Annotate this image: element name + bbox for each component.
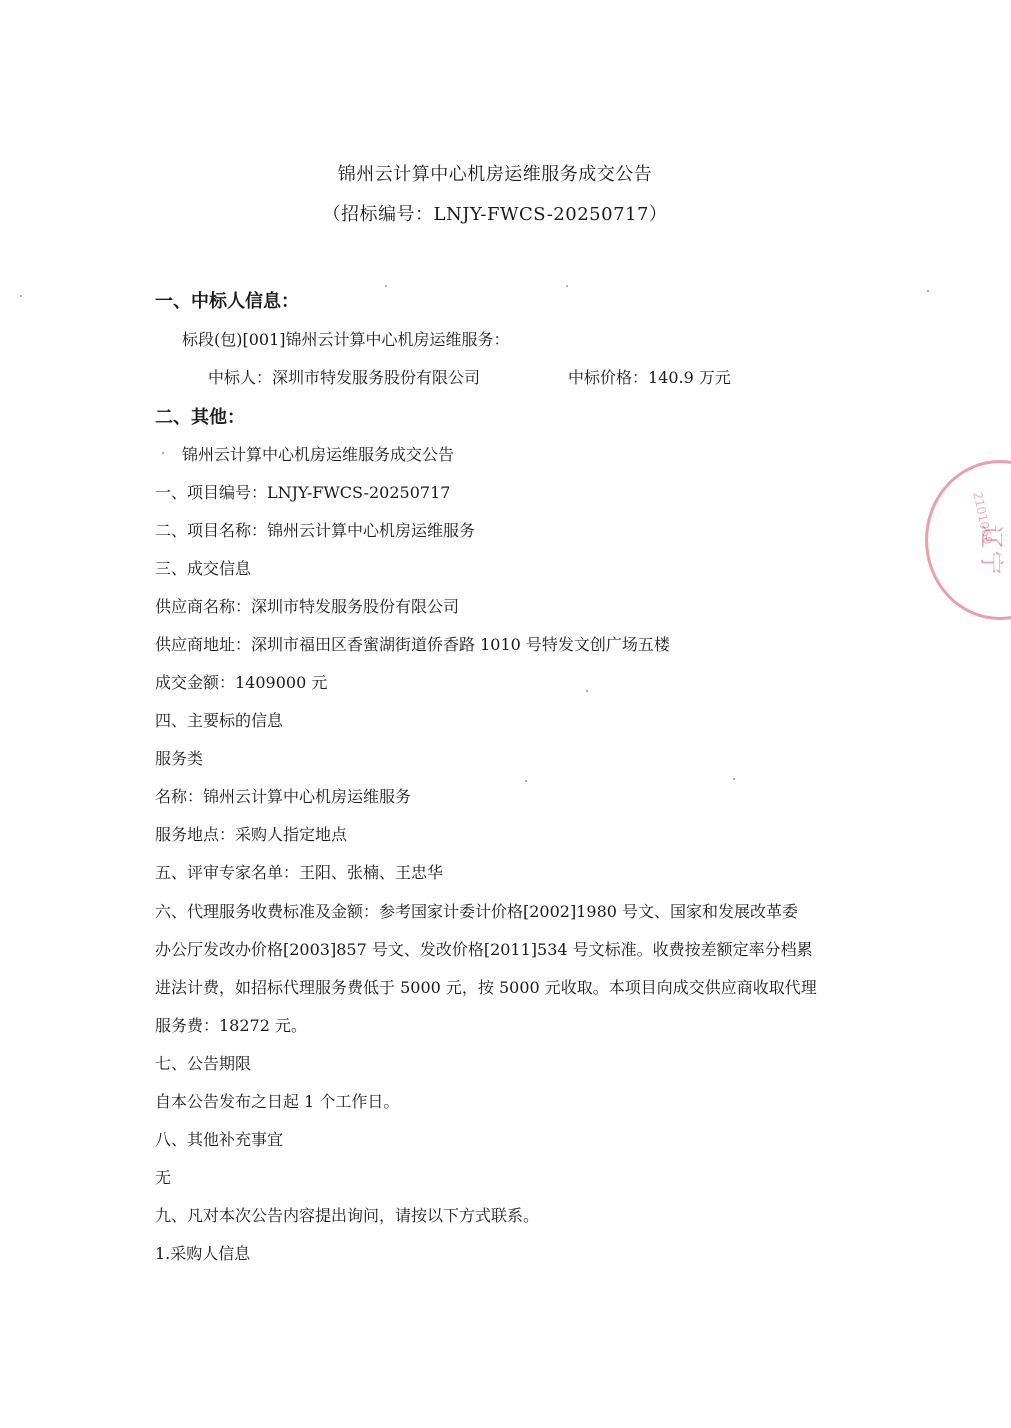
announcement-subtitle: 锦州云计算中心机房运维服务成交公告: [182, 445, 455, 464]
purchaser-info-heading: 1.采购人信息: [155, 1244, 251, 1263]
winner-price: 中标价格：140.9 万元: [568, 368, 731, 387]
document-title: 锦州云计算中心机房运维服务成交公告: [337, 164, 653, 185]
scan-speck: [525, 780, 527, 782]
supplier-name: 供应商名称：深圳市特发服务股份有限公司: [155, 597, 460, 616]
section-heading-other: 二、其他：: [155, 407, 245, 428]
project-name: 二、项目名称：锦州云计算中心机房运维服务: [155, 521, 476, 540]
seal-text: 辽宁: [977, 524, 1006, 577]
deal-amount: 成交金额：1409000 元: [155, 673, 328, 692]
notice-period-heading: 七、公告期限: [155, 1054, 252, 1073]
contact-heading: 九、凡对本次公告内容提出询问，请按以下方式联系。: [155, 1206, 540, 1225]
service-name: 名称：锦州云计算中心机房运维服务: [155, 787, 412, 806]
service-category: 服务类: [155, 749, 204, 768]
agency-fee-line-2: 办公厅发改办价格[2003]857 号文、发改价格[2011]534 号文标准。收费按差额定率分档累: [155, 940, 813, 959]
main-subject-heading: 四、主要标的信息: [155, 711, 284, 730]
supplier-address: 供应商地址：深圳市福田区香蜜湖街道侨香路 1010 号特发文创广场五楼: [155, 635, 670, 654]
scan-speck: [733, 778, 735, 780]
expert-list: 五、评审专家名单：王阳、张楠、王忠华: [155, 863, 444, 882]
agency-fee-line-3: 进法计费，如招标代理服务费低于 5000 元，按 5000 元收取。本项目向成交供应商收取代理: [155, 978, 817, 997]
seal-number: 2101060: [970, 490, 996, 546]
supplementary-heading: 八、其他补充事宜: [155, 1130, 284, 1149]
scan-speck: [20, 295, 22, 297]
winner-name: 中标人：深圳市特发服务股份有限公司: [208, 368, 481, 387]
scan-speck: [385, 285, 387, 287]
scan-speck: [566, 285, 568, 287]
service-location: 服务地点：采购人指定地点: [155, 825, 348, 844]
supplementary-content: 无: [155, 1168, 172, 1187]
section-heading-winner: 一、中标人信息：: [155, 291, 299, 312]
scan-speck: [586, 690, 588, 692]
scan-speck: [162, 452, 164, 454]
scan-speck: [927, 290, 929, 292]
agency-fee-line-1: 六、代理服务收费标准及金额：参考国家计委计价格[2002]1980 号文、国家和发展改革委: [155, 902, 799, 921]
tender-number: （招标编号：LNJY-FWCS-20250717）: [322, 204, 668, 225]
lot-line: 标段(包)[001]锦州云计算中心机房运维服务：: [182, 330, 510, 349]
project-number: 一、项目编号：LNJY-FWCS-20250717: [155, 483, 451, 502]
notice-period: 自本公告发布之日起 1 个工作日。: [155, 1092, 400, 1111]
deal-info-heading: 三、成交信息: [155, 559, 252, 578]
agency-fee-line-4: 服务费：18272 元。: [155, 1016, 307, 1035]
official-seal: [925, 460, 1011, 620]
